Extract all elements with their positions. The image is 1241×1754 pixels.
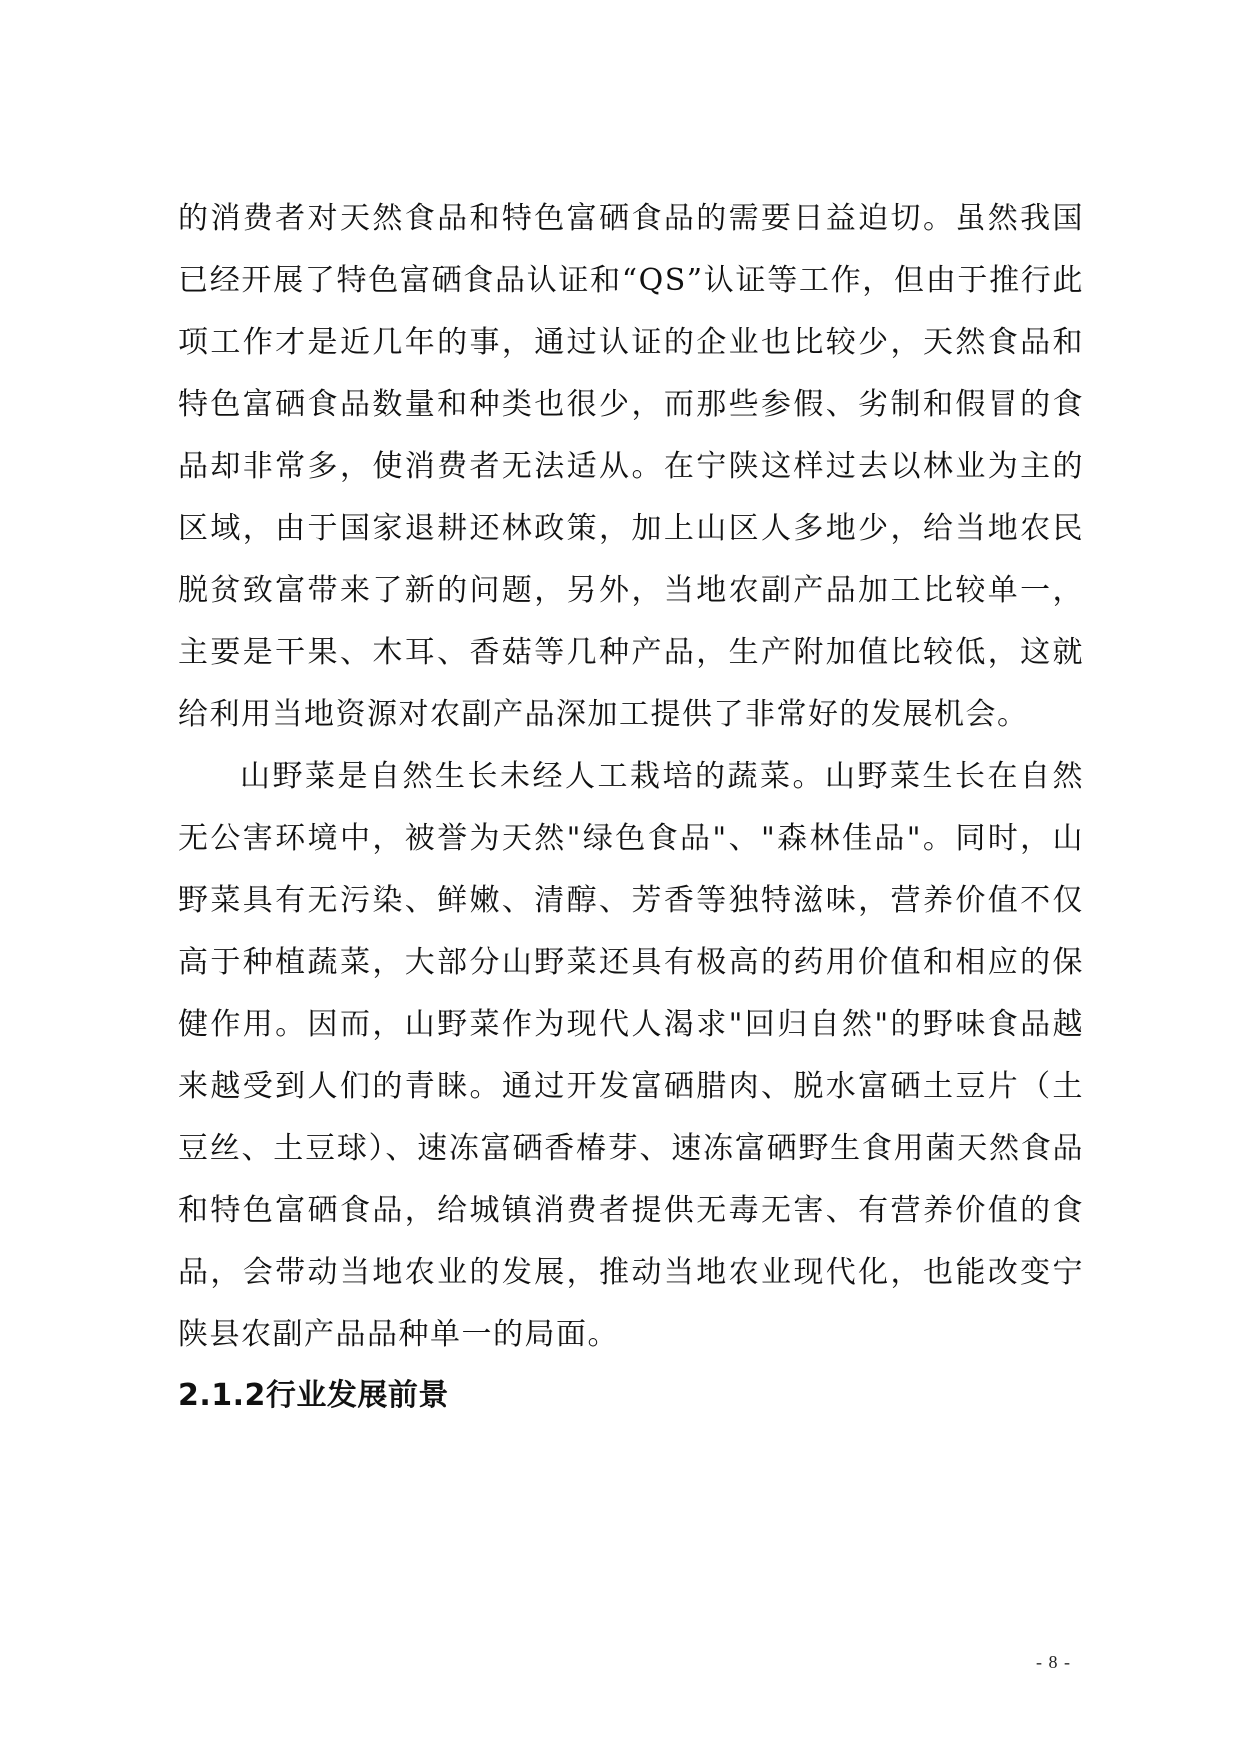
section-heading: 2.1.2行业发展前景 <box>178 1378 449 1413</box>
paragraph-wild-vegetables: 山野菜是自然生长未经人工栽培的蔬菜。山野菜生长在自然无公害环境中，被誉为天然"绿色食品"、"森林佳品"。同时，山野菜具有无污染、鲜嫩、清醇、芳香等独特滋味，营养价值不仅高于种植蔬菜，大部分山野菜还具有极高的药用价值和相应的保健作用。因而，山野菜作为现代人渴求"回归自然"的野味食品越来越受到人们的青睐。通过开发富硒腊肉、脱水富硒土豆片（土豆丝、土豆球）、速冻富硒香椿芽、速冻富硒野生食用菌天然食品和特色富硒食品，给城镇消费者提供无毒无害、有营养价值的食品，会带动当地农业的发展，推动当地农业现代化，也能改变宁陕县农副产品品种单一的局面。 <box>178 759 1084 1352</box>
document-body <box>178 188 1084 1426</box>
paragraph-continuation: 的消费者对天然食品和特色富硒食品的需要日益迫切。虽然我国已经开展了特色富硒食品认证和“QS”认证等工作，但由于推行此项工作才是近几年的事，通过认证的企业也比较少，天然食品和特色富硒食品数量和种类也很少，而那些参假、劣制和假冒的食品却非常多，使消费者无法适从。在宁陕这样过去以林业为主的区域，由于国家退耕还林政策，加上山区人多地少，给当地农民脱贫致富带来了新的问题，另外，当地农副产品加工比较单一，主要是干果、木耳、香菇等几种产品，生产附加值比较低，这就给利用当地资源对农副产品深加工提供了非常好的发展机会。 <box>178 201 1084 732</box>
page-number: - 8 - <box>1036 1652 1071 1672</box>
